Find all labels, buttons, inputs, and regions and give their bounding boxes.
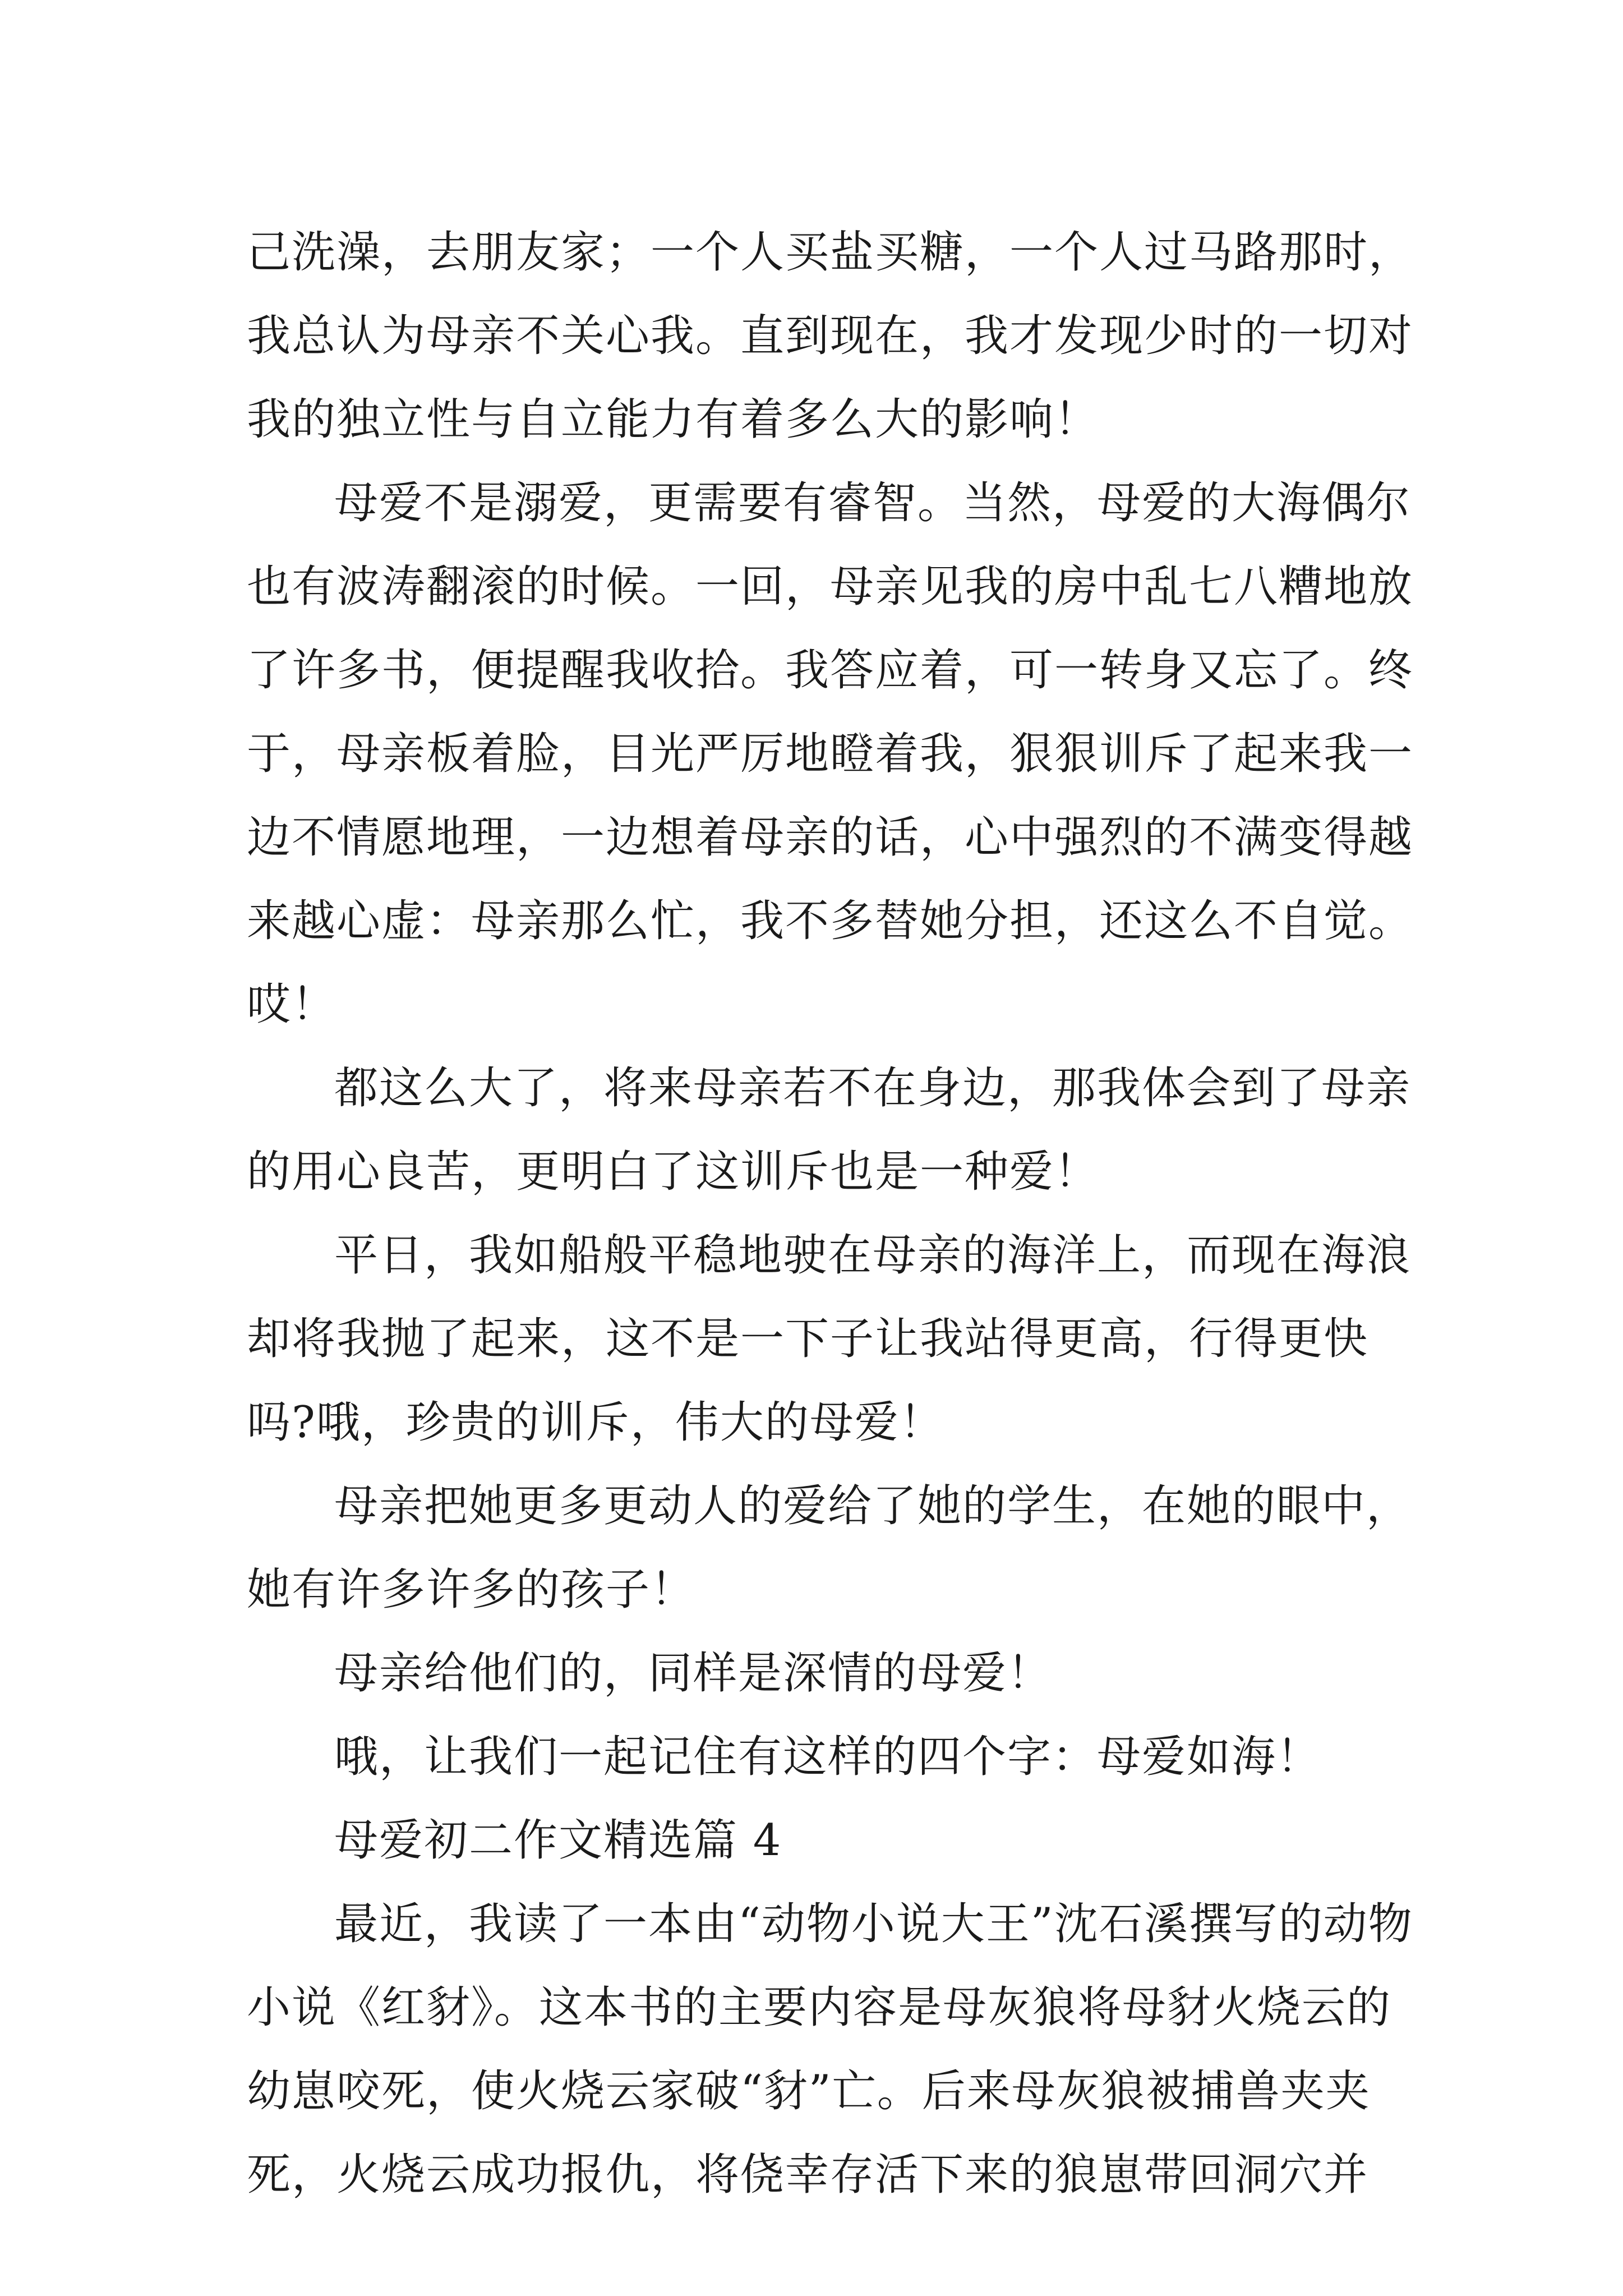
document-body: [247, 211, 1413, 2217]
paragraph: 己洗澡，去朋友家；一个人买盐买糖，一个人过马路那时，我总认为母亲不关心我。直到现在，我才发现少时的一切对我的独立性与自立能力有着多么大的影响！: [247, 227, 1414, 445]
paragraph: 都这么大了，将来母亲若不在身边，那我体会到了母亲的用心良苦，更明白了这训斥也是一种爱！: [247, 1063, 1412, 1197]
paragraph: 平日，我如船般平稳地驶在母亲的海洋上，而现在海浪却将我抛了起来，这不是一下子让我站得更高，行得更快吗?哦，珍贵的训斥，伟大的母爱！: [247, 1230, 1412, 1448]
paragraph: 母亲把她更多更动人的爱给了她的学生，在她的眼中，她有许多许多的孩子！: [247, 1481, 1412, 1615]
paragraph: 哦，让我们一起记住有这样的四个字：母爱如海！: [334, 1732, 1322, 1782]
paragraph: 母爱不是溺爱，更需要有睿智。当然，母爱的大海偶尔也有波涛翻滚的时候。一回，母亲见我的房中乱七八糟地放了许多书，便提醒我收拾。我答应着，可一转身又忘了。终于，母亲板着脸，目光严厉地瞪着我，狠狠训斥了起来我一边不情愿地理，一边想着母亲的话，心中强烈的不满变得越来越心虚：母亲那么忙，我不多替她分担，还这么不自觉。哎！: [247, 478, 1414, 1030]
paragraph: 母亲给他们的，同样是深情的母爱！: [334, 1648, 1053, 1699]
section-heading: 母爱初二作文精选篇 4: [334, 1815, 782, 1866]
paragraph: 最近，我读了一本由“动物小说大王”沈石溪撰写的动物小说《红豺》。这本书的主要内容是母灰狼将母豺火烧云的幼崽咬死，使火烧云家破“豺”亡。后来母灰狼被捕兽夹夹死，火烧云成功报仇，将侥幸存活下来的狼崽带回洞穴并: [247, 1899, 1413, 2200]
